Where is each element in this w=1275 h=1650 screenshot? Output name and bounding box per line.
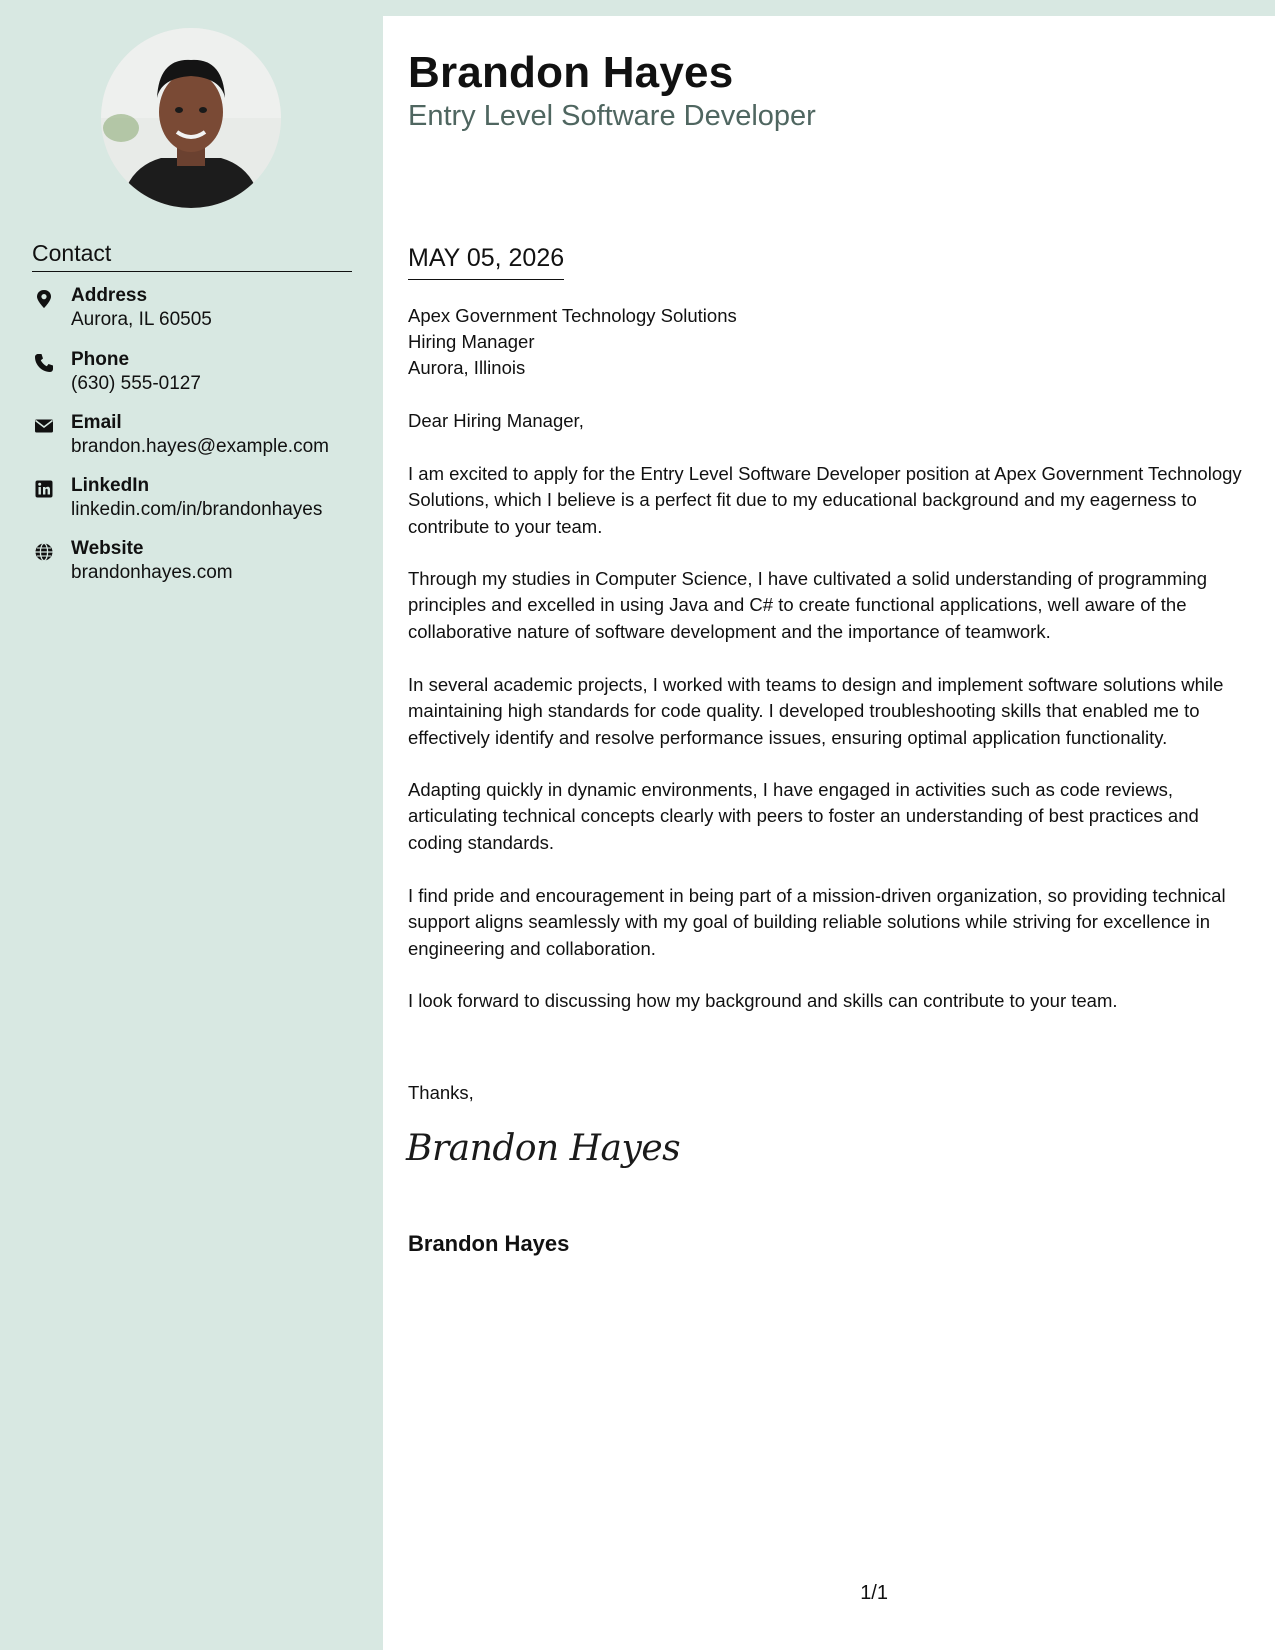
contact-label: Email	[71, 412, 122, 433]
profile-photo	[101, 28, 281, 208]
contact-value: linkedin.com/in/brandonhayes	[71, 499, 323, 520]
applicant-title: Entry Level Software Developer	[408, 100, 816, 132]
contact-label: Phone	[71, 349, 130, 370]
applicant-name: Brandon Hayes	[408, 48, 734, 97]
paragraph: I look forward to discussing how my background and skills can contribute to your team.	[408, 990, 1118, 1011]
closing: Thanks,	[408, 1082, 474, 1103]
contact-value: (630) 555-0127	[71, 373, 201, 394]
letter-body	[383, 16, 1275, 1650]
contact-linkedin	[32, 475, 362, 527]
paragraph: Adapting quickly in dynamic environments, I have engaged in activities such as code reviews, articulating technical concepts clearly with peers to foster an understanding of best practices and coding standards.	[408, 779, 1199, 853]
page-number: 1/1	[860, 1582, 888, 1604]
contact-address	[32, 285, 362, 337]
paragraph: I find pride and encouragement in being part of a mission-driven organization, so providing technical support aligns seamlessly with my goal of building reliable solutions while striving for excellence in engineering and collaboration.	[408, 885, 1226, 959]
linkedin-icon	[34, 479, 54, 499]
handwritten-signature: Brandon Hayes	[406, 1128, 681, 1169]
signed-name: Brandon Hayes	[408, 1231, 570, 1256]
contact-value: Aurora, IL 60505	[71, 309, 212, 330]
contact-value: brandon.hayes@example.com	[71, 436, 329, 457]
contact-phone	[32, 349, 362, 401]
recipient-role: Hiring Manager	[408, 331, 535, 352]
contact-website	[32, 538, 362, 590]
recipient-company: Apex Government Technology Solutions	[408, 305, 737, 326]
phone-icon	[34, 353, 54, 373]
contact-value: brandonhayes.com	[71, 562, 233, 583]
paragraph: In several academic projects, I worked with teams to design and implement software solutions while maintaining high standards for code quality. I developed troubleshooting skills that enabled me to effectively identify and resolve performance issues, ensuring optimal application functionality.	[408, 674, 1224, 748]
contact-label: Address	[71, 285, 148, 306]
contact-heading: Contact	[32, 240, 352, 272]
greeting: Dear Hiring Manager,	[408, 410, 584, 431]
contact-label: Website	[71, 538, 144, 559]
recipient-location: Aurora, Illinois	[408, 357, 526, 378]
globe-icon	[34, 542, 54, 562]
paragraph: Through my studies in Computer Science, I have cultivated a solid understanding of programming principles and excelled in using Java and C# to create functional applications, well aware of the collaborative nature of software development and the importance of teamwork.	[408, 568, 1208, 642]
envelope-icon	[34, 416, 54, 436]
contact-email	[32, 412, 362, 464]
map-pin-icon	[34, 289, 54, 309]
contact-label: LinkedIn	[71, 475, 150, 496]
paragraph: I am excited to apply for the Entry Level Software Developer position at Apex Government Technology Solutions, which I believe is a perfect fit due to my educational background and my eagerness to contribute to your team.	[408, 463, 1242, 537]
recipient-block	[408, 303, 737, 381]
sidebar	[0, 0, 383, 1650]
letter-date: MAY 05, 2026	[408, 244, 564, 280]
